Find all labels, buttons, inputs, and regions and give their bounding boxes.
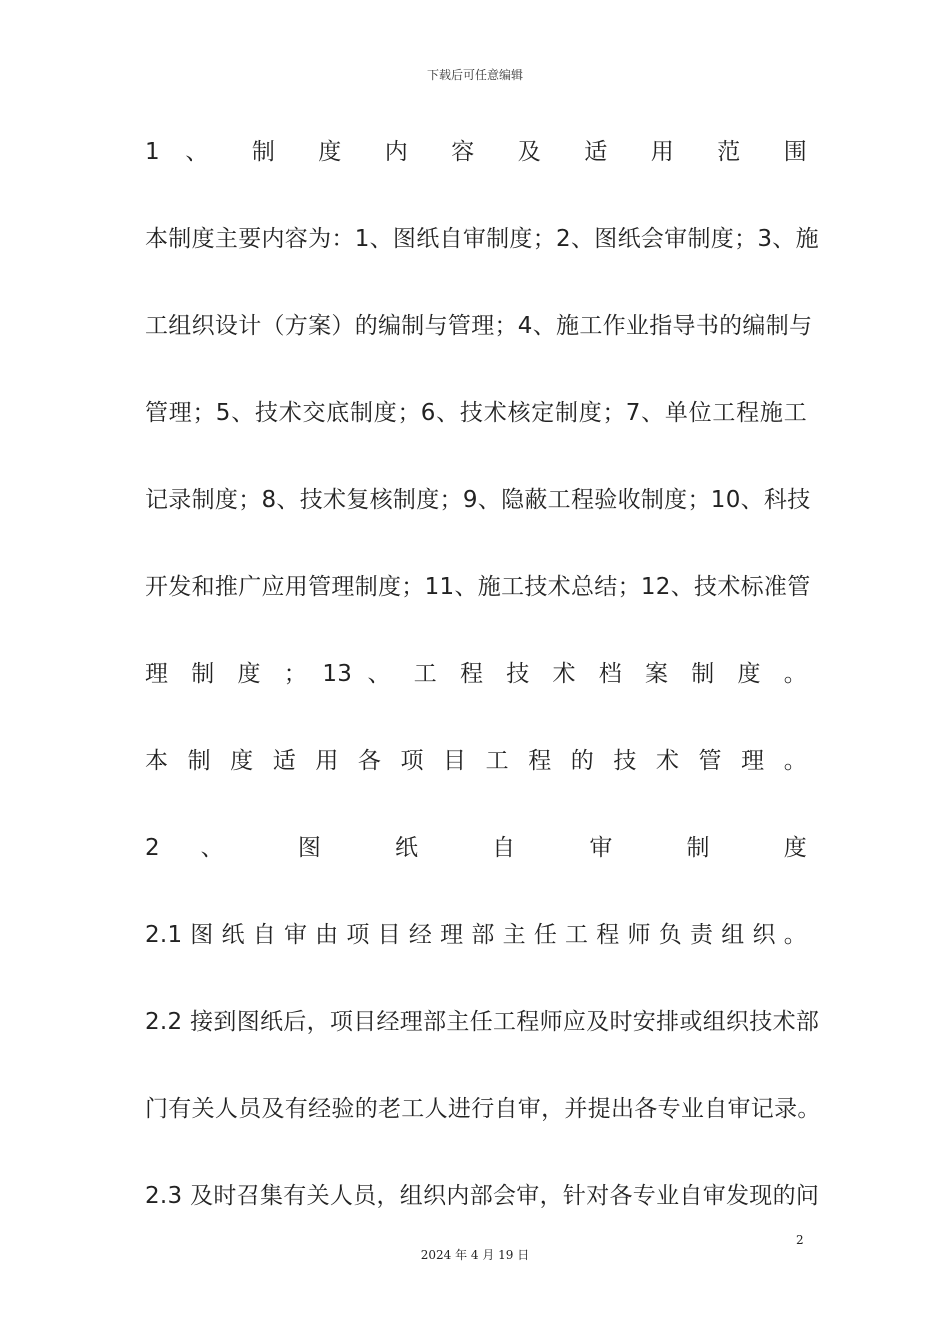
- body-line: 2.3 及时召集有关人员，组织内部会审，针对各专业自审发现的问: [145, 1183, 820, 1209]
- body-line: 门有关人员及有经验的老工人进行自审，并提出各专业自审记录。: [145, 1096, 821, 1122]
- page-number: 2: [796, 1233, 804, 1247]
- body-line: 工组织设计（方案）的编制与管理；4、施工作业指导书的编制与: [145, 313, 813, 339]
- body-line: 管理；5、技术交底制度；6、技术核定制度；7、单位工程施工: [145, 400, 807, 426]
- document-body: [145, 127, 821, 1258]
- page-header-note: 下载后可任意编辑: [426, 68, 523, 82]
- body-line: 记录制度；8、技术复核制度；9、隐蔽工程验收制度；10、科技: [145, 487, 811, 513]
- section-heading-1: 1 、 制 度 内 容 及 适 用 范 围: [145, 139, 807, 165]
- body-line: 本 制 度 适 用 各 项 目 工 程 的 技 术 管 理 。: [145, 748, 807, 774]
- body-line: 2.2 接到图纸后，项目经理部主任工程师应及时安排或组织技术部: [145, 1009, 820, 1035]
- body-line: 2.1 图 纸 自 审 由 项 目 经 理 部 主 任 工 程 师 负 责 组 织 。: [145, 922, 807, 948]
- page-footer-date: 2024 年 4 月 19 日: [420, 1248, 530, 1262]
- body-line: 开发和推广应用管理制度；11、施工技术总结；12、技术标准管: [145, 574, 811, 600]
- body-line: 理 制 度 ； 13 、 工 程 技 术 档 案 制 度 。: [145, 661, 807, 687]
- section-heading-2: 2 、 图 纸 自 审 制 度: [145, 835, 807, 861]
- body-line: 本制度主要内容为：1、图纸自审制度；2、图纸会审制度；3、施: [145, 226, 819, 252]
